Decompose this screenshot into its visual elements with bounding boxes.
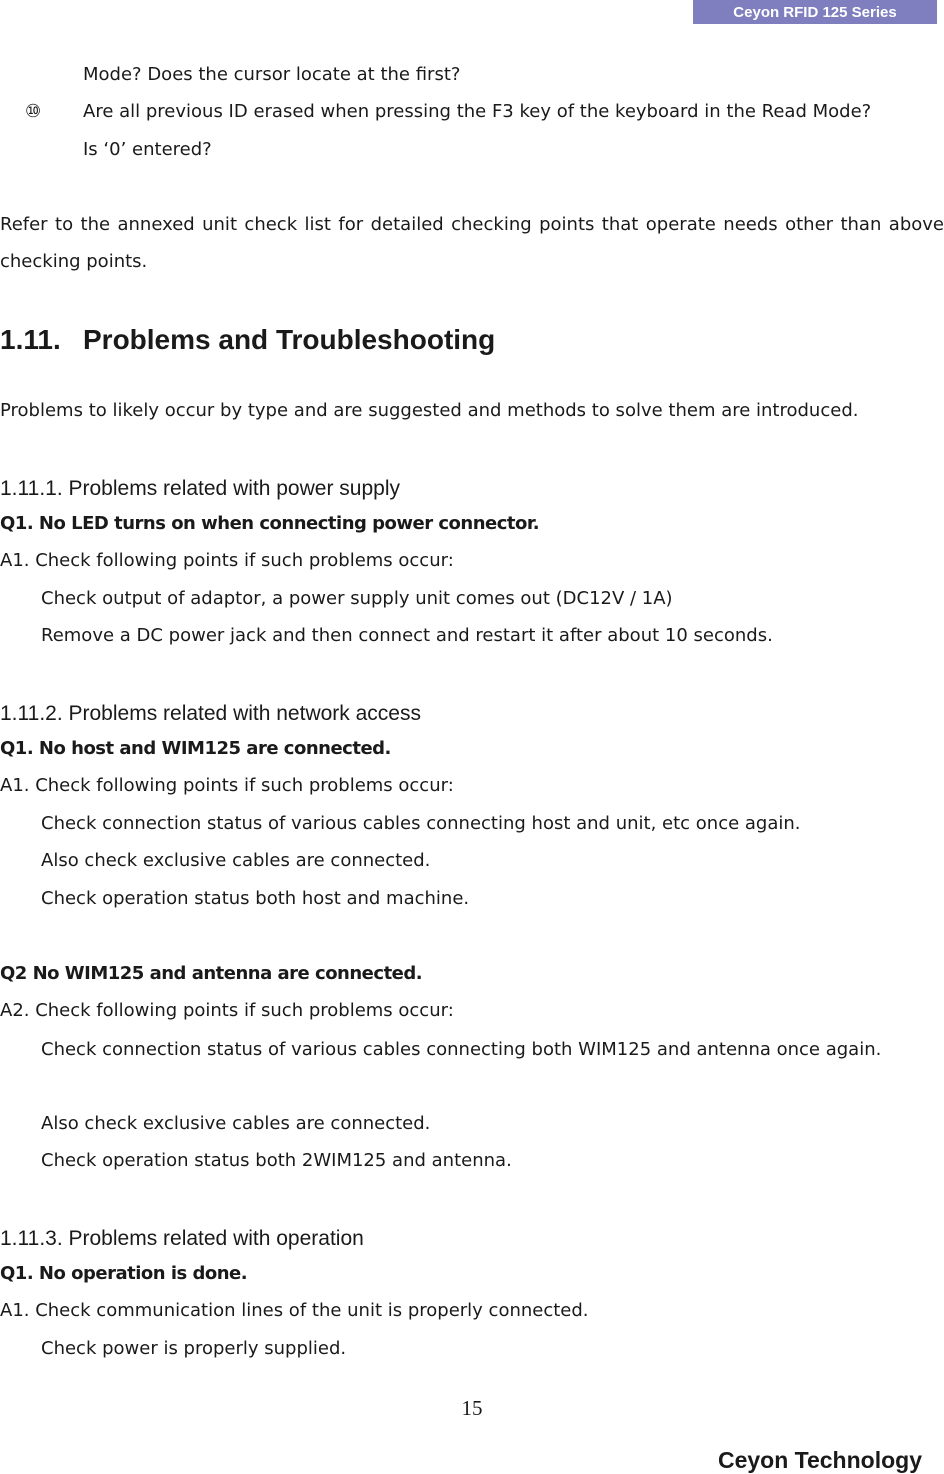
page-number: 15 bbox=[461, 1396, 483, 1420]
question-network-q1: Q1. No host and WIM125 are connected. bbox=[0, 738, 391, 759]
check-point: Check power is properly supplied. bbox=[41, 1338, 347, 1359]
subheading-network: 1.11.2. Problems related with network access bbox=[0, 702, 421, 725]
check-point: Check operation status both 2WIM125 and antenna. bbox=[41, 1150, 512, 1171]
section-heading bbox=[0, 324, 495, 356]
item-number-10: ⑩ bbox=[25, 101, 42, 122]
section-intro: Problems to likely occur by type and are suggested and methods to solve them are introduced. bbox=[0, 400, 859, 421]
check-point: Also check exclusive cables are connected. bbox=[41, 1113, 431, 1134]
question-network-q2: Q2 No WIM125 and antenna are connected. bbox=[0, 963, 423, 984]
check-point: Remove a DC power jack and then connect and restart it after about 10 seconds. bbox=[41, 625, 773, 646]
check-point: Check output of adaptor, a power supply unit comes out (DC12V / 1A) bbox=[41, 588, 673, 609]
check-point: Check operation status both host and machine. bbox=[41, 888, 470, 909]
answer-network-a2: A2. Check following points if such problems occur: bbox=[0, 1000, 454, 1021]
intro-line: Mode? Does the cursor locate at the first? bbox=[83, 64, 461, 85]
answer-operation-a1: A1. Check communication lines of the unit is properly connected. bbox=[0, 1300, 589, 1321]
item-10-text: Are all previous ID erased when pressing the F3 key of the keyboard in the Read Mode? bbox=[83, 101, 872, 122]
check-point: Check connection status of various cables connecting host and unit, etc once again. bbox=[41, 813, 801, 834]
item-10-continuation: Is ‘0’ entered? bbox=[83, 139, 212, 160]
series-badge: Ceyon RFID 125 Series bbox=[693, 0, 937, 24]
refer-paragraph: Refer to the annexed unit check list for detailed checking points that operate needs other than above checking points. bbox=[0, 214, 944, 272]
question-power-q1: Q1. No LED turns on when connecting power connector. bbox=[0, 513, 540, 534]
section-title: Problems and Troubleshooting bbox=[83, 324, 496, 355]
check-point: Also check exclusive cables are connected. bbox=[41, 850, 431, 871]
subheading-operation: 1.11.3. Problems related with operation bbox=[0, 1227, 364, 1250]
answer-power-a1: A1. Check following points if such problems occur: bbox=[0, 550, 454, 571]
answer-network-a1: A1. Check following points if such problems occur: bbox=[0, 775, 454, 796]
section-number: 1.11. bbox=[0, 324, 61, 355]
subheading-power: 1.11.1. Problems related with power supply bbox=[0, 477, 400, 500]
question-operation-q1: Q1. No operation is done. bbox=[0, 1263, 248, 1284]
check-point-wrapped: Check connection status of various cables connecting both WIM125 and antenna once again. bbox=[41, 1039, 882, 1060]
footer-company: Ceyon Technology bbox=[717, 1447, 922, 1473]
